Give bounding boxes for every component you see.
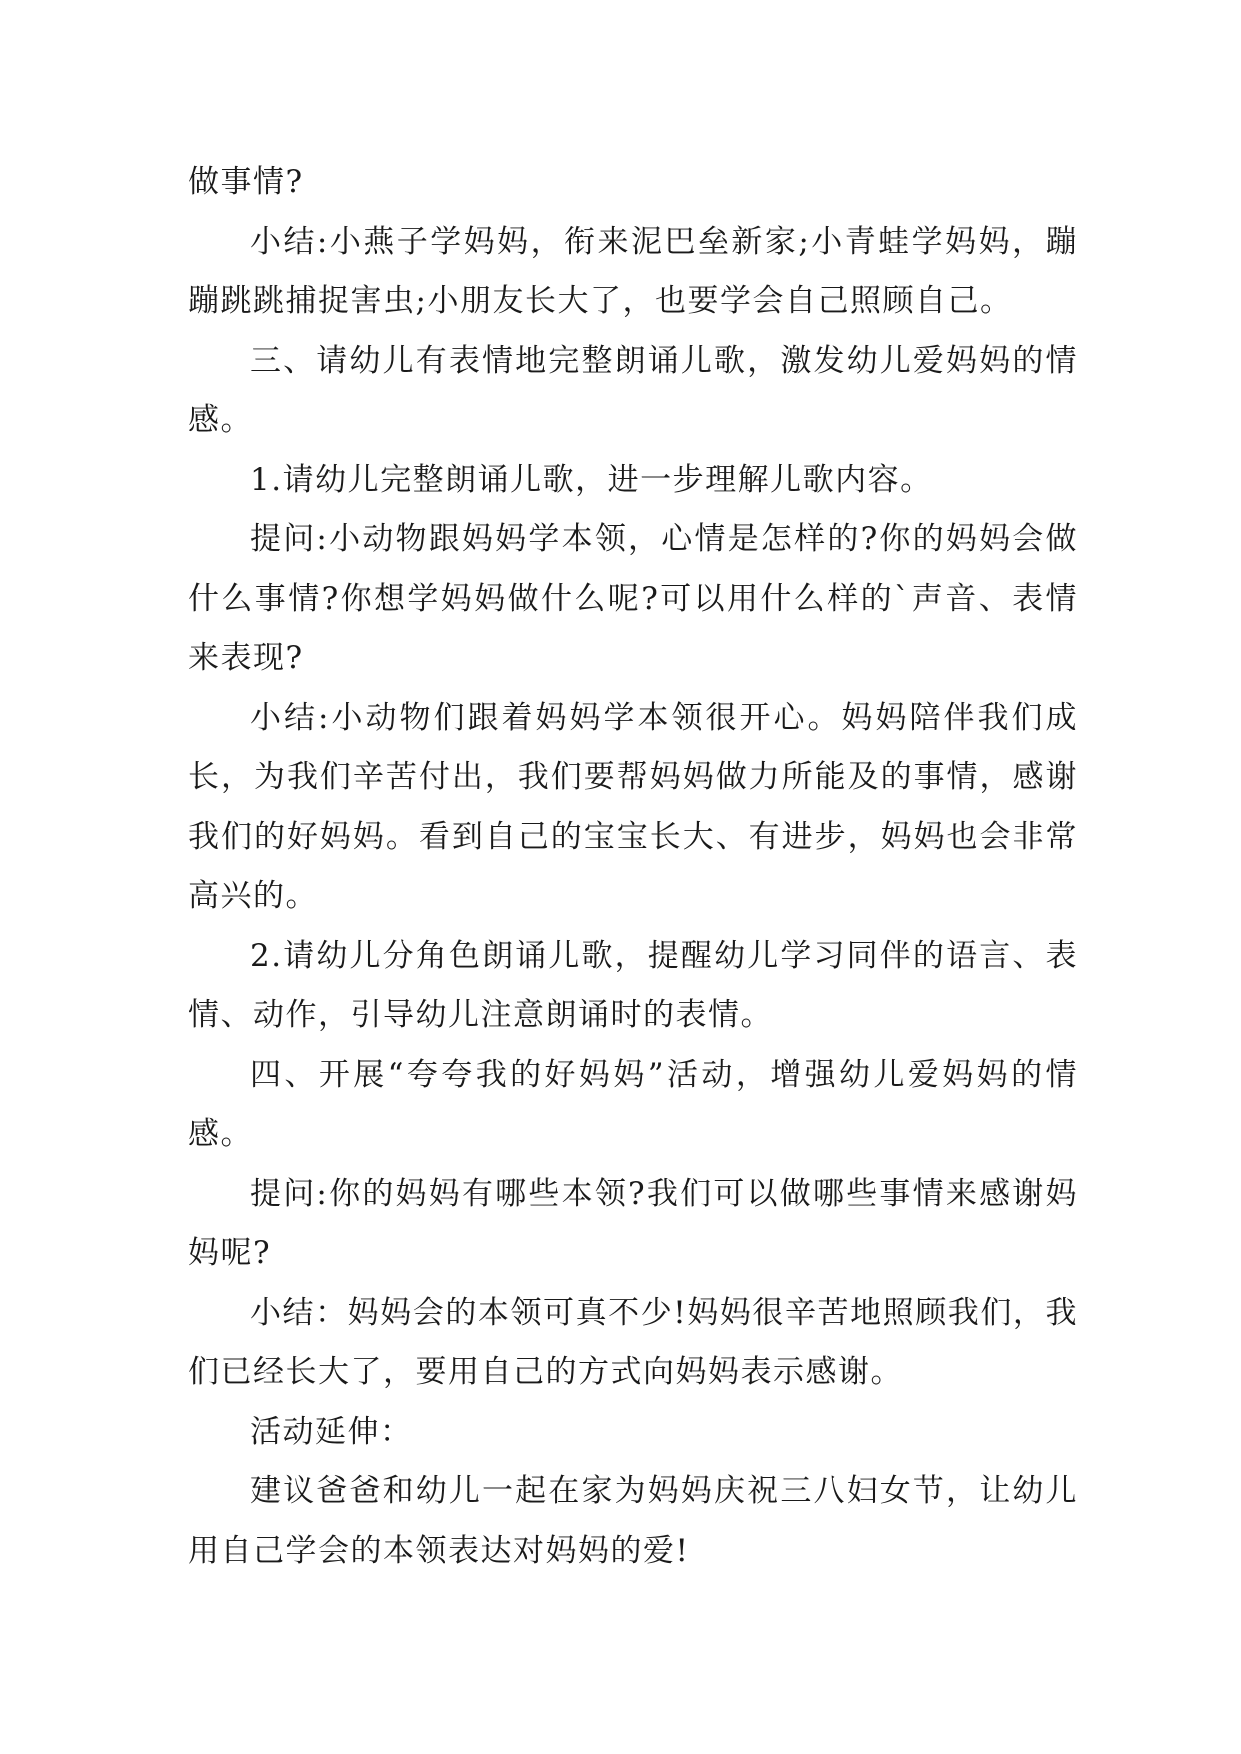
paragraph-substep-1: 1.请幼儿完整朗诵儿歌，进一步理解儿歌内容。 (250, 461, 933, 498)
paragraph-substep-2: 2.请幼儿分角色朗诵儿歌，提醒幼儿学习同伴的语言、表情、动作，引导幼儿注意朗诵时的表情。 (188, 937, 1078, 1033)
paragraph-summary-1: 小结:小燕子学妈妈，衔来泥巴垒新家;小青蛙学妈妈，蹦蹦跳跳捕捉害虫;小朋友长大了，也要学会自己照顾自己。 (188, 223, 1078, 319)
paragraph-continuation: 做事情? (188, 164, 304, 200)
paragraph-question-1: 提问:小动物跟妈妈学本领，心情是怎样的?你的妈妈会做什么事情?你想学妈妈做什么呢?可以用什么样的`声音、表情来表现? (188, 521, 1078, 676)
paragraph-question-2: 提问:你的妈妈有哪些本领?我们可以做哪些事情来感谢妈妈呢? (188, 1175, 1078, 1271)
paragraph-step-4: 四、开展“夸夸我的好妈妈”活动，增强幼儿爱妈妈的情感。 (188, 1056, 1078, 1152)
paragraph-extension-heading: 活动延伸： (250, 1413, 413, 1450)
paragraph-step-3: 三、请幼儿有表情地完整朗诵儿歌，激发幼儿爱妈妈的情感。 (188, 342, 1078, 438)
paragraph-summary-2: 小结:小动物们跟着妈妈学本领很开心。妈妈陪伴我们成长，为我们辛苦付出，我们要帮妈妈做力所能及的事情，感谢我们的好妈妈。看到自己的宝宝长大、有进步，妈妈也会非常高兴的。 (188, 699, 1078, 914)
paragraph-summary-3: 小结：妈妈会的本领可真不少!妈妈很辛苦地照顾我们，我们已经长大了，要用自己的方式向妈妈表示感谢。 (188, 1294, 1078, 1390)
document-body (188, 153, 1078, 1581)
paragraph-extension-body: 建议爸爸和幼儿一起在家为妈妈庆祝三八妇女节，让幼儿用自己学会的本领表达对妈妈的爱! (188, 1473, 1078, 1569)
